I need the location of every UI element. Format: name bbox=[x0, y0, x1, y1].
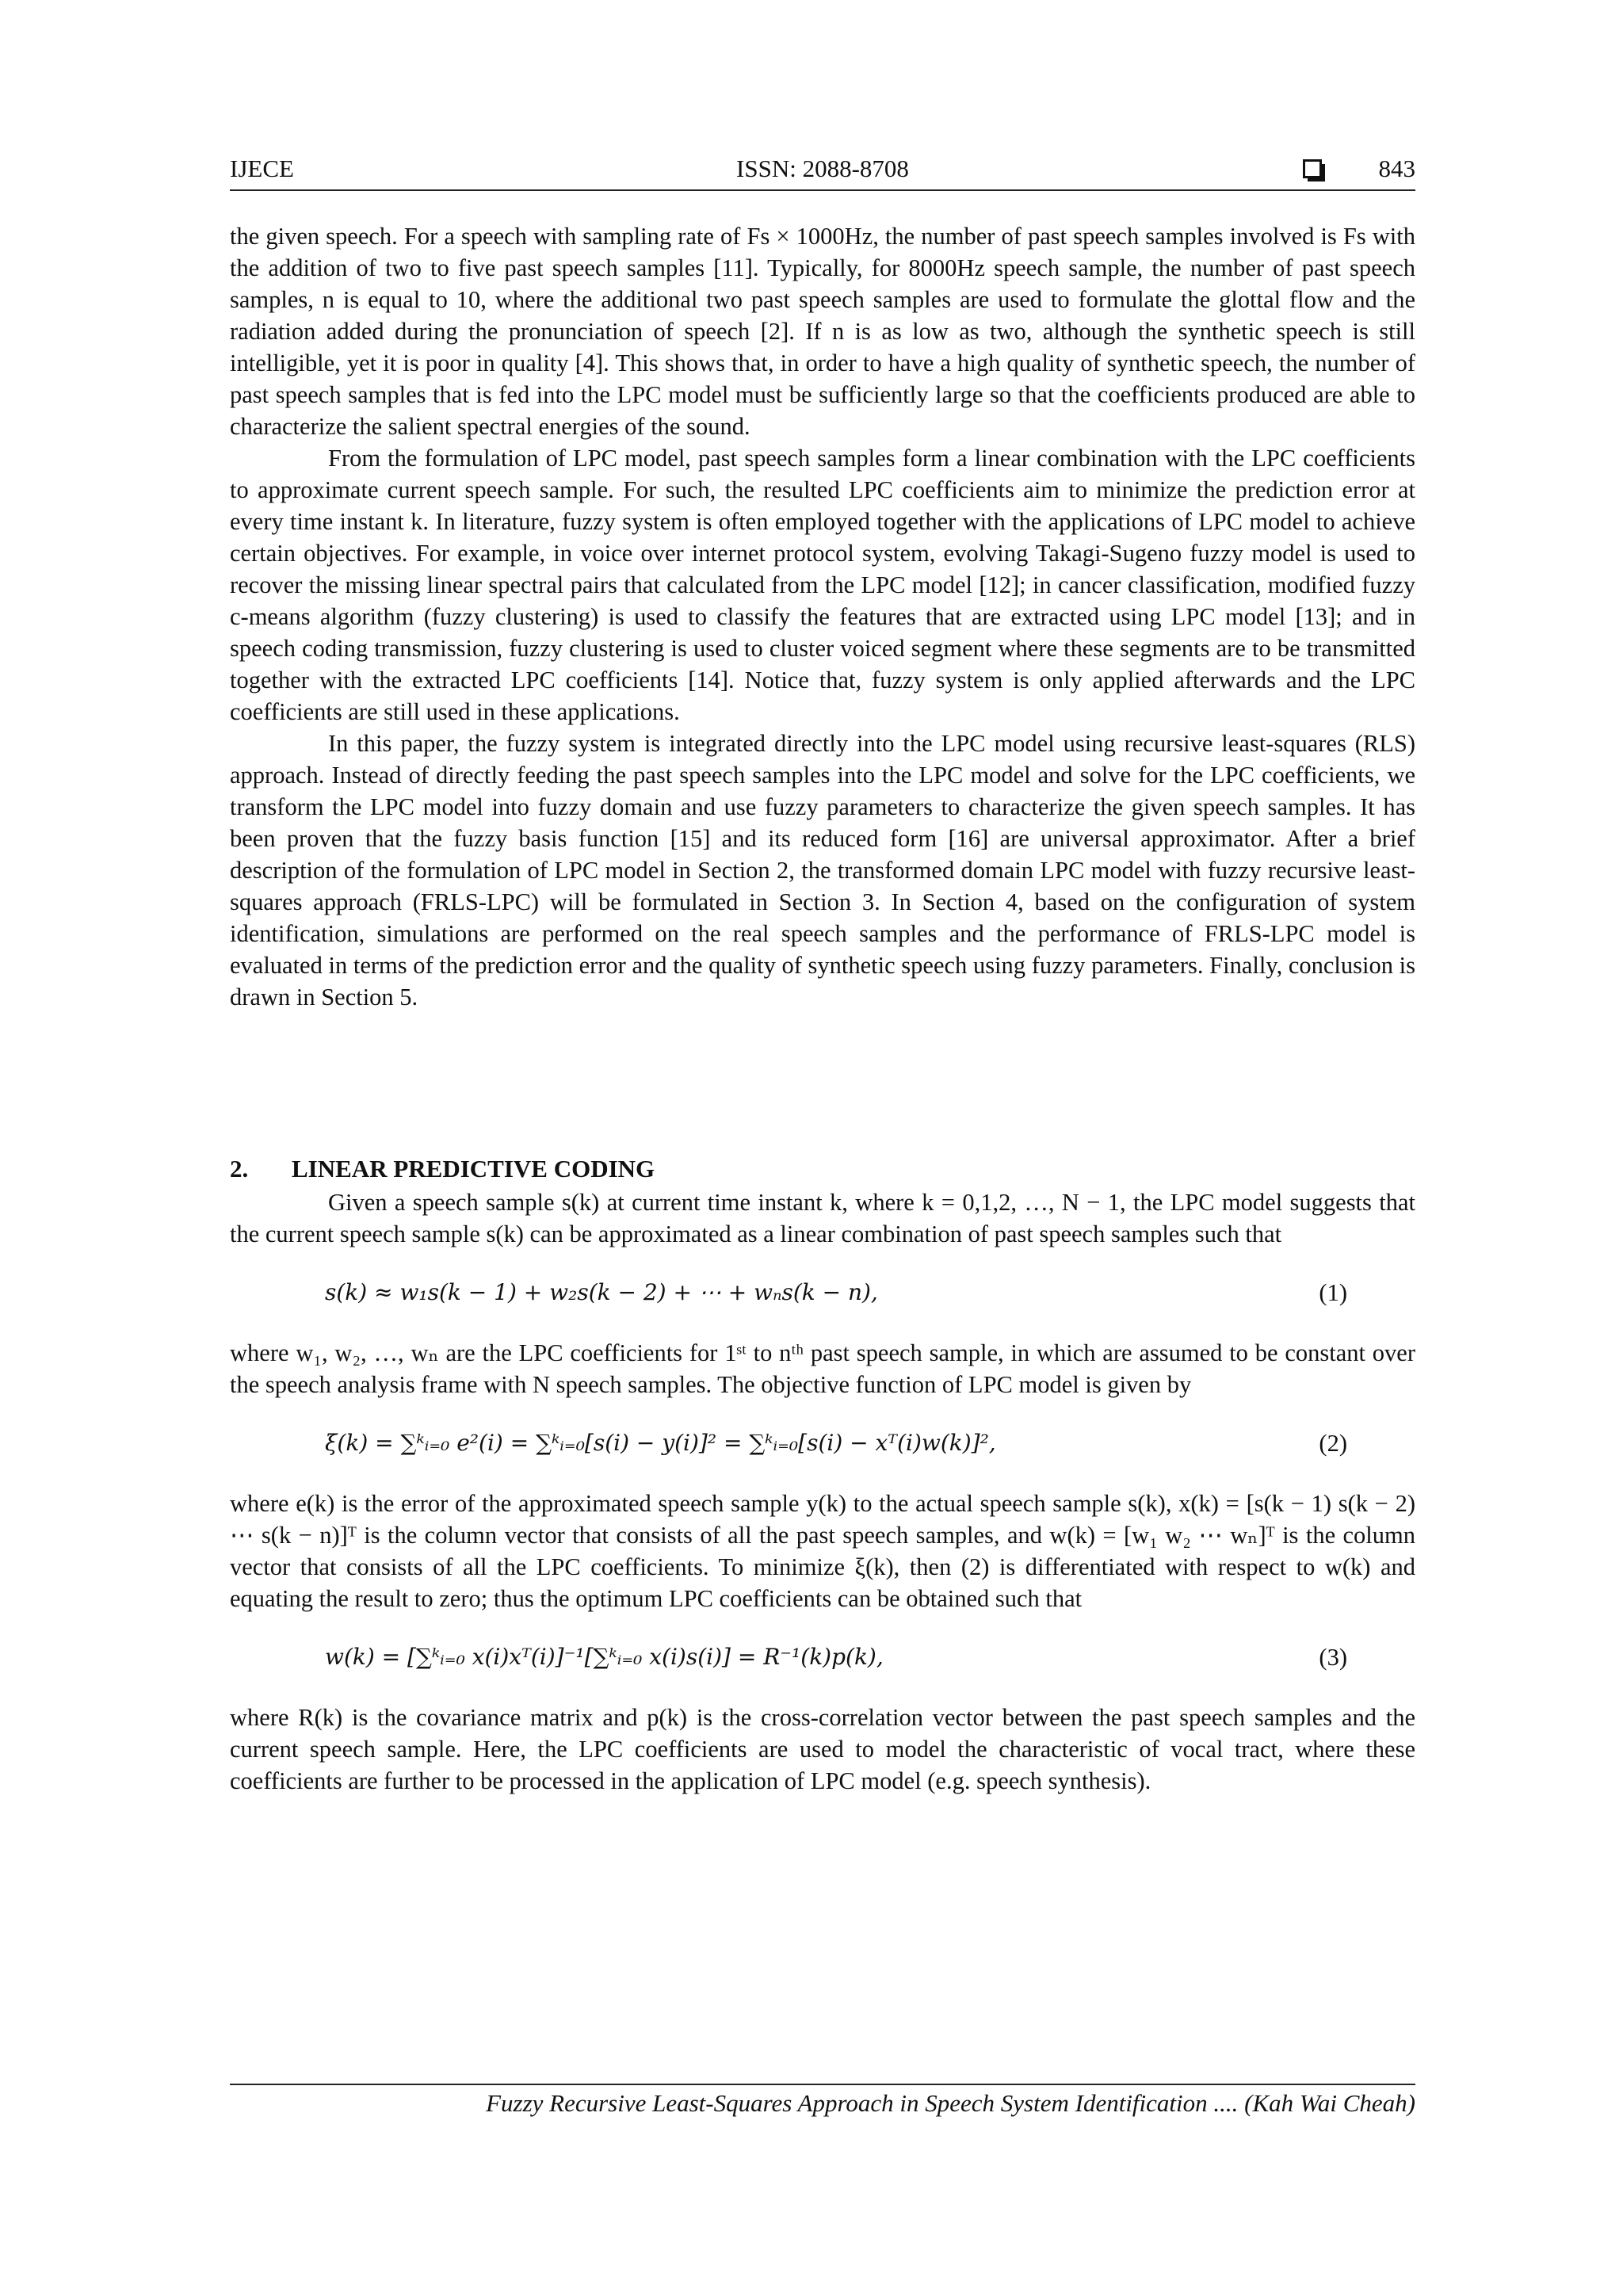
checkbox-icon bbox=[1303, 159, 1322, 178]
issn: ISSN: 2088-8708 bbox=[736, 155, 909, 182]
footer-rule bbox=[230, 2084, 1415, 2085]
journal-name: IJECE bbox=[230, 155, 294, 182]
page-number: 843 bbox=[1378, 155, 1415, 182]
equation-label: (2) bbox=[1319, 1430, 1347, 1457]
paragraph: Given a speech sample s(k) at current time instant k, where k = 0,1,2, …, N − 1, the LPC model suggests that the current speech sample s(k) can be approximated as a linear combination of past speech samples such that bbox=[230, 1189, 1415, 1247]
paragraph: the given speech. For a speech with sampling rate of Fs × 1000Hz, the number of past speech samples involved is Fs with the addition of two to five past speech samples [11]. Typically, for 8000Hz speech sample, the number of past speech samples, n is equal to 10, where the additional two past speech samples are used to formulate the glottal flow and the radiation added during the pronunciation of speech [2]. If n is as low as two, although the synthetic speech is still intelligible, yet it is poor in quality [4]. This shows that, in order to have a high quality of synthetic speech, the number of past speech samples that is fed into the LPC model must be sufficiently large so that the coefficients produced are able to characterize the salient spectral energies of the sound. bbox=[230, 223, 1415, 440]
paragraph: where w₁, w₂, …, wₙ are the LPC coefficients for 1ˢᵗ to nᵗʰ past speech sample, in which are assumed to be constant over the speech analysis frame with N speech samples. The objective function of LPC model is given by bbox=[230, 1339, 1415, 1398]
equation-3 bbox=[230, 1635, 1415, 1684]
equation-label: (1) bbox=[1319, 1279, 1347, 1306]
equation-label: (3) bbox=[1319, 1644, 1347, 1671]
section-title: LINEAR PREDICTIVE CODING bbox=[292, 1155, 655, 1182]
equation-formula: s(k) ≈ w₁s(k − 1) + w₂s(k − 2) + ⋯ + wₙs(k − n), bbox=[325, 1279, 878, 1305]
section-number: 2. bbox=[230, 1155, 249, 1182]
equation-1 bbox=[230, 1270, 1415, 1320]
paragraph: From the formulation of LPC model, past speech samples form a linear combination with the LPC coefficients to approximate current speech sample. For such, the resulted LPC coefficients aim to minimize the prediction error at every time instant k. In literature, fuzzy system is often employed together with the applications of LPC model to achieve certain objectives. For example, in voice over internet protocol system, evolving Takagi-Sugeno fuzzy model is used to recover the missing linear spectral pairs that calculated from the LPC model [12]; in cancer classification, modified fuzzy c-means algorithm (fuzzy clustering) is used to classify the features that are extracted using LPC model [13]; and in speech coding transmission, fuzzy clustering is used to cluster voiced segment where these segments are to be transmitted together with the extracted LPC coefficients [14]. Notice that, fuzzy system is only applied afterwards and the LPC coefficients are still used in these applications. bbox=[230, 445, 1415, 725]
equation-2 bbox=[230, 1421, 1415, 1470]
equation-formula: ξ(k) = ∑ᵏᵢ₌₀ e²(i) = ∑ᵏᵢ₌₀[s(i) − y(i)]² = ∑ᵏᵢ₌₀[s(i) − xᵀ(i)w(k)]², bbox=[325, 1430, 996, 1456]
page-header bbox=[230, 153, 1415, 191]
paragraph: where e(k) is the error of the approximated speech sample y(k) to the actual speech sample s(k), x(k) = [s(k − 1) s(k − 2) ⋯ s(k − n)]ᵀ is the column vector that consists of all the past speech samples, and w(k) = [w₁ w₂ ⋯ wₙ]ᵀ is the column vector that consists of all the LPC coefficients. To minimize ξ(k), then (2) is differentiated with respect to w(k) and equating the result to zero; thus the optimum LPC coefficients can be obtained such that bbox=[230, 1490, 1415, 1612]
equation-formula: w(k) = [∑ᵏᵢ₌₀ x(i)xᵀ(i)]⁻¹[∑ᵏᵢ₌₀ x(i)s(i)] = R⁻¹(k)p(k), bbox=[325, 1644, 884, 1670]
paragraph: where R(k) is the covariance matrix and p(k) is the cross-correlation vector between the past speech samples and the current speech sample. Here, the LPC coefficients are used to model the characteristic of vocal tract, where these coefficients are further to be processed in the application of LPC model (e.g. speech synthesis). bbox=[230, 1704, 1415, 1794]
page-footer: Fuzzy Recursive Least-Squares Approach in Speech System Identification .... (Kah Wai Cheah) bbox=[486, 2089, 1415, 2117]
section-body bbox=[230, 1186, 1415, 1797]
paragraph: In this paper, the fuzzy system is integrated directly into the LPC model using recursive least-squares (RLS) approach. Instead of directly feeding the past speech samples into the LPC model and solve for the LPC coefficients, we transform the LPC model into fuzzy domain and use fuzzy parameters to characterize the given speech samples. It has been proven that the fuzzy basis function [15] and its reduced form [16] are universal approximator. After a brief description of the formulation of LPC model in Section 2, the transformed domain LPC model with fuzzy recursive least-squares approach (FRLS-LPC) will be formulated in Section 3. In Section 4, based on the configuration of system identification, simulations are performed on the real speech samples and the performance of FRLS-LPC model is evaluated in terms of the prediction error and the quality of synthetic speech using fuzzy parameters. Finally, conclusion is drawn in Section 5. bbox=[230, 730, 1415, 1010]
intro-text bbox=[230, 220, 1415, 1013]
section-heading bbox=[230, 1155, 655, 1183]
